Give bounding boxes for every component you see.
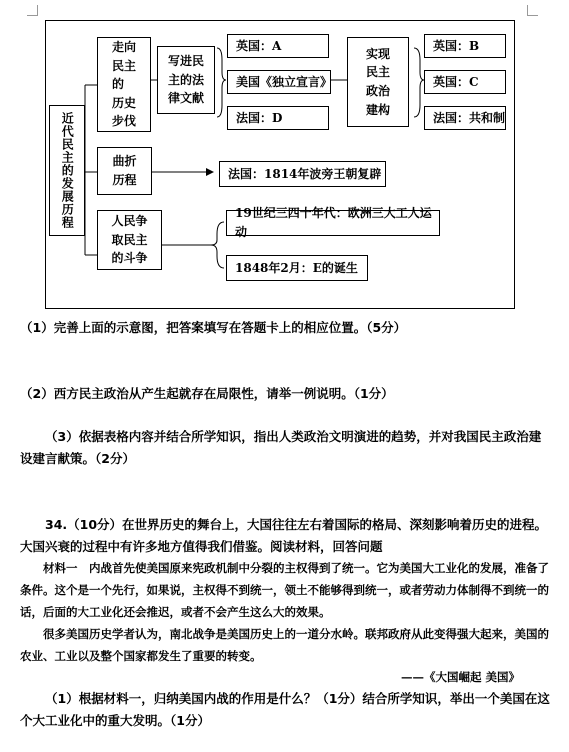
root-node — [49, 105, 85, 236]
politics-item-c: 法国：共和制 — [424, 106, 506, 130]
politics-label: 实现 民主 政治 建构 — [365, 46, 390, 117]
branch3-node — [97, 210, 162, 270]
doc-item-b: 美国《独立宣言》 — [227, 70, 331, 94]
docs-node — [157, 46, 215, 114]
branch1-node — [97, 37, 151, 132]
politics-node — [347, 37, 409, 127]
material-1 — [20, 557, 550, 623]
question-2: （2）西方民主政治从产生起就存在局限性，请举一例说明。（1分） — [20, 386, 394, 401]
branch1-label: 走向 民主 的 历史 步伐 — [111, 40, 136, 129]
question-34-1: （1）根据材料一，归纳美国内战的作用是什么？（1分）结合所学知识，举出一个美国在这个大工业化中的重大发明。（1分） — [20, 691, 550, 728]
material-source: ——《大国崛起 美国》 — [400, 670, 520, 684]
branch2-node — [97, 147, 152, 195]
material-label: 材料一 — [43, 561, 78, 575]
question-1: （1）完善上面的示意图，把答案填写在答题卡上的相应位置。（5分） — [20, 320, 407, 335]
politics-item-b: 英国：C — [424, 70, 506, 94]
politics-item-a: 英国：B — [424, 34, 506, 58]
branch2-label: 曲折 历程 — [112, 154, 137, 187]
docs-label: 写进民 主的法 律文献 — [167, 54, 204, 106]
branch2-item: 法国：1814年波旁王朝复辟 — [219, 161, 386, 187]
branch3-item-a: 19世纪三四十年代：欧洲三大工人运动 — [226, 210, 440, 236]
doc-item-c: 法国：D — [227, 106, 329, 130]
question-3: （3）依据表格内容并结合所学知识，指出人类政治文明演进的趋势，并对我国民主政治建设建言献策。（2分） — [20, 429, 542, 466]
material-paragraph-1: 内战首先使美国原来宪政机制中分裂的主权得到了统一。它为美国大工业化的发展，准备了条件。这个是一个先行，如果说，主权得不到统一，领土不能够得到统一，或者劳动力体制得不到统一的话，后面的大工业化还会推迟，或者不会产生这么大的效果。 — [20, 561, 549, 619]
branch3-item-b: 1848年2月：E的诞生 — [226, 255, 368, 281]
doc-item-a: 英国：A — [227, 34, 329, 58]
root-label: 近代民主的发展历程 — [60, 112, 75, 229]
question-34-intro: 34.（10分）在世界历史的舞台上，大国往往左右着国际的格局、深刻影响着历史的进程。大国兴衰的过程中有许多地方值得我们借鉴。阅读材料，回答问题 — [20, 517, 548, 554]
branch3-label: 人民争 取民主 的斗争 — [111, 214, 148, 266]
material-paragraph-2: 很多美国历史学者认为，南北战争是美国历史上的一道分水岭。联邦政府从此变得强大起来，美国的农业、工业以及整个国家都发生了重要的转变。 — [20, 627, 549, 663]
